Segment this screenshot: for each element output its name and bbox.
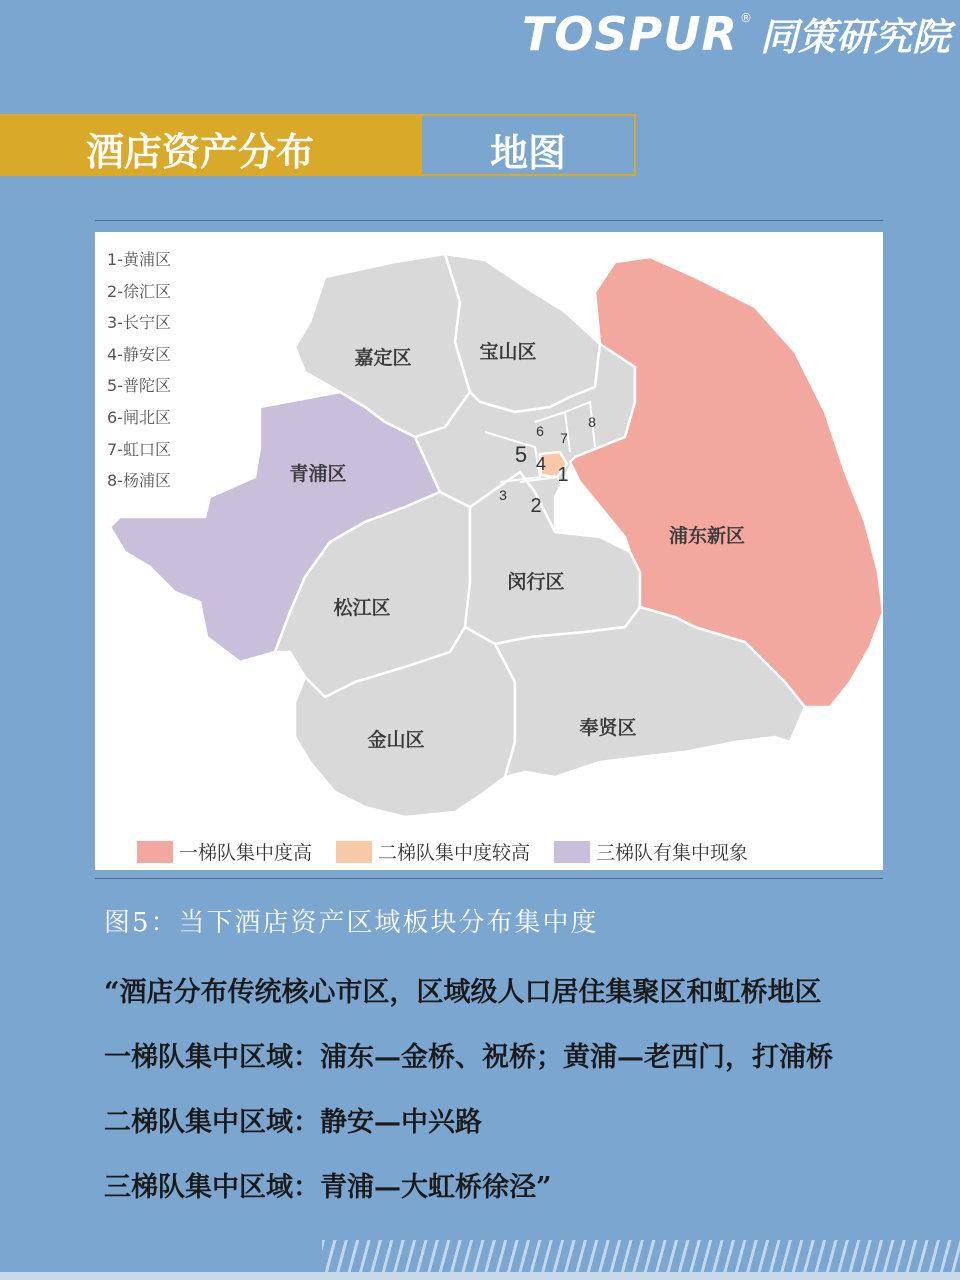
legend-item-tier1 xyxy=(137,838,312,865)
figure-caption: 图5：当下酒店资产区域板块分布集中度 xyxy=(104,908,599,938)
map-panel xyxy=(95,232,883,870)
legend-item-tier3 xyxy=(554,838,748,865)
label-jiading: 嘉定区 xyxy=(354,348,412,369)
label-num-5: 5 xyxy=(514,442,528,467)
registered-mark: ® xyxy=(739,11,752,25)
legend-swatch-tier3 xyxy=(554,841,590,863)
body-line-2: 一梯队集中区域：浦东—金桥、祝桥；黄浦—老西门，打浦桥 xyxy=(104,1042,833,1073)
brand-name-en: TOSPUR xyxy=(521,7,738,61)
body-line-3: 二梯队集中区域：静安—中兴路 xyxy=(104,1107,482,1138)
region-baoshan xyxy=(445,254,600,412)
district-index-item: 6-闸北区 xyxy=(107,407,171,427)
district-index-item: 8-杨浦区 xyxy=(107,471,171,491)
label-minhang: 闵行区 xyxy=(507,572,565,593)
legend-swatch-tier1 xyxy=(137,841,173,863)
district-index-item: 5-普陀区 xyxy=(107,376,171,396)
body-line-1: “酒店分布传统核心市区，区域级人口居住集聚区和虹桥地区 xyxy=(104,977,822,1008)
label-num-7: 7 xyxy=(560,430,568,446)
legend-label-tier1: 一梯队集中度高 xyxy=(179,842,313,864)
label-jinshan: 金山区 xyxy=(367,730,425,751)
top-divider xyxy=(95,220,883,221)
label-fengxian: 奉贤区 xyxy=(579,718,637,739)
label-baoshan: 宝山区 xyxy=(479,342,537,363)
section-title-bar xyxy=(0,114,636,176)
brand-logo xyxy=(522,6,950,61)
brand-name-cn: 同策研究院 xyxy=(759,15,950,59)
legend-label-tier3: 三梯队有集中现象 xyxy=(596,842,749,864)
map-legend xyxy=(137,838,772,865)
legend-label-tier2: 二梯队集中度较高 xyxy=(378,842,531,864)
label-num-3: 3 xyxy=(499,487,507,503)
district-index-list xyxy=(107,244,171,497)
label-num-6: 6 xyxy=(536,423,544,439)
section-title-box xyxy=(0,114,420,176)
label-num-4: 4 xyxy=(535,454,547,474)
section-tag-box xyxy=(420,114,636,176)
section-title: 酒店资产分布 xyxy=(86,130,315,174)
legend-swatch-tier2 xyxy=(336,841,372,863)
district-index-item: 4-静安区 xyxy=(107,344,171,364)
label-num-8: 8 xyxy=(588,414,596,430)
label-pudong: 浦东新区 xyxy=(668,526,746,547)
legend-item-tier2 xyxy=(336,838,530,865)
label-songjiang: 松江区 xyxy=(333,598,391,619)
district-index-item: 7-虹口区 xyxy=(107,439,171,459)
label-num-2: 2 xyxy=(530,495,542,517)
district-index-item: 1-黄浦区 xyxy=(107,250,171,269)
label-num-1: 1 xyxy=(557,464,569,486)
body-line-4: 三梯队集中区域：青浦—大虹桥徐泾” xyxy=(104,1172,552,1203)
shanghai-district-map xyxy=(95,232,883,870)
district-index-item: 3-长宁区 xyxy=(107,313,171,333)
bottom-band xyxy=(0,1272,960,1280)
section-tag: 地图 xyxy=(489,131,566,175)
label-qingpu: 青浦区 xyxy=(289,464,347,485)
bottom-divider xyxy=(95,878,883,879)
district-index-item: 2-徐汇区 xyxy=(107,281,171,301)
